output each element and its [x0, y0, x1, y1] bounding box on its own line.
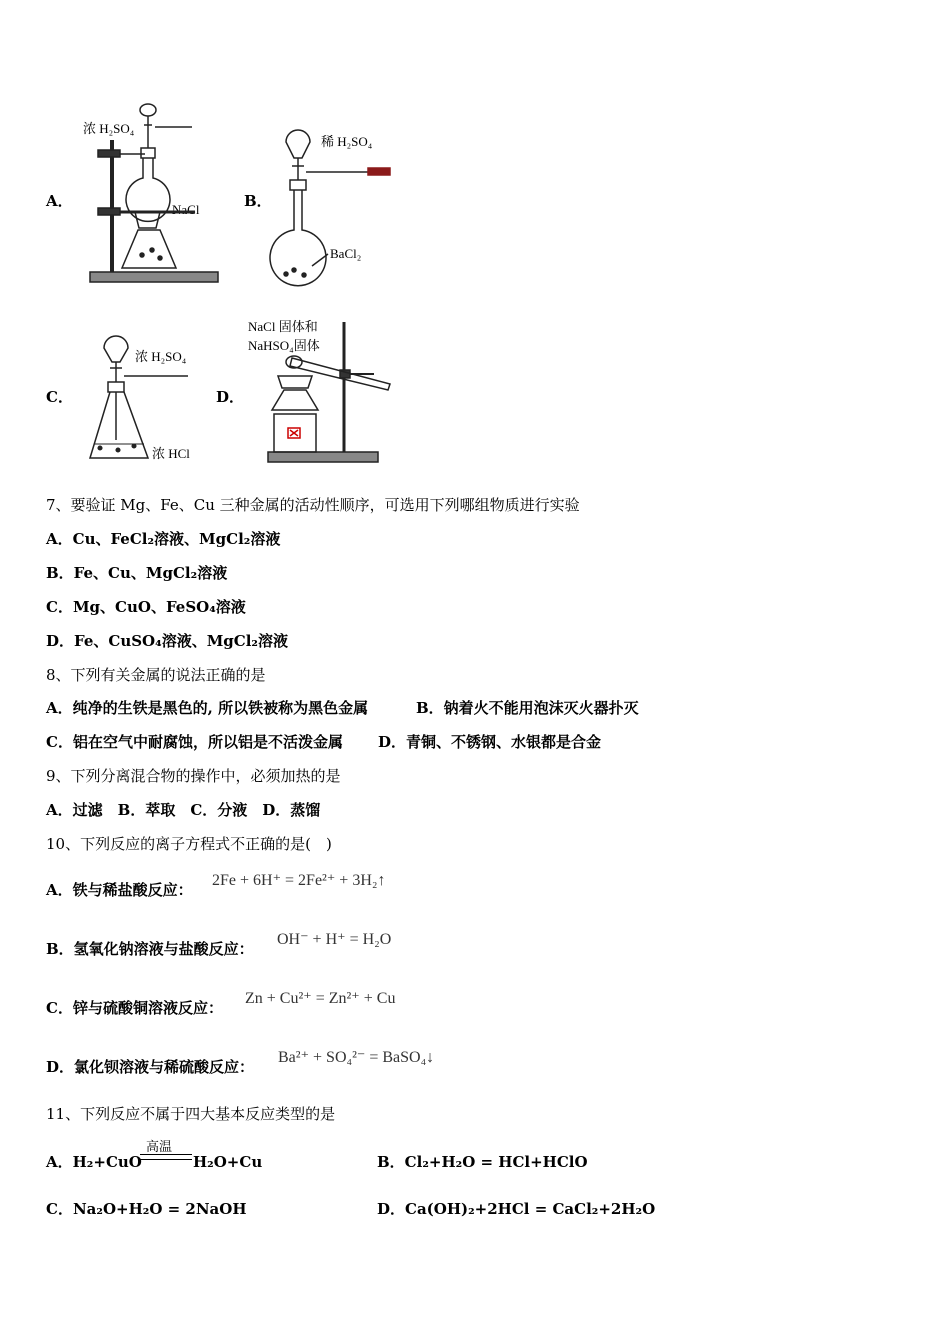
- q7-option-d: D．Fe、CuSO₄溶液、MgCl₂溶液: [46, 632, 288, 650]
- q8-option-b: B．钠着火不能用泡沫灭火器扑灭: [416, 699, 639, 717]
- apparatus-b-label-acid: 稀 H₂SO₄: [321, 134, 373, 149]
- q11-option-b: B．Cl₂+H₂O = HCl+HClO: [377, 1153, 588, 1171]
- q8-option-a: A．纯净的生铁是黑色的, 所以铁被称为黑色金属: [46, 699, 369, 717]
- q7-stem: 7、要验证 Mg、Fe、Cu 三种金属的活动性顺序，可选用下列哪组物质进行实验: [46, 496, 580, 514]
- q11-option-a-condition: 高温: [146, 1140, 173, 1155]
- apparatus-d-label-1: NaCl 固体和: [248, 319, 318, 334]
- q11-stem: 11、下列反应不属于四大基本反应类型的是: [46, 1105, 336, 1123]
- q10-option-b-equation: OH⁻ + H⁺ = H₂O: [277, 931, 392, 948]
- apparatus-b-label-salt: BaCl₂: [330, 246, 362, 261]
- q11-option-a-equals-bar: [140, 1154, 192, 1160]
- apparatus-c-letter: C．: [46, 388, 73, 406]
- apparatus-a-label-acid: 浓 H₂SO₄: [83, 121, 135, 136]
- apparatus-c-label-acid: 浓 H₂SO₄: [135, 349, 187, 364]
- q8-stem: 8、下列有关金属的说法正确的是: [46, 666, 266, 684]
- q10-option-a-label: A．铁与稀盐酸反应：: [46, 881, 193, 899]
- q8-option-d: D．青铜、不锈钢、水银都是合金: [378, 733, 602, 751]
- q11-option-d: D．Ca(OH)₂+2HCl = CaCl₂+2H₂O: [377, 1200, 656, 1218]
- q11-option-a-right: H₂O+Cu: [193, 1153, 263, 1171]
- apparatus-a-letter: A．: [46, 192, 73, 210]
- q11-option-a-left: A．H₂+CuO: [46, 1153, 142, 1171]
- q10-option-d-equation: Ba²⁺ + SO₄²⁻ = BaSO₄↓: [278, 1049, 435, 1066]
- apparatus-b-letter: B．: [244, 192, 272, 210]
- apparatus-d-letter: D．: [216, 388, 245, 406]
- q10-option-c-label: C．锌与硫酸铜溶液反应：: [46, 999, 223, 1017]
- q7-option-b: B．Fe、Cu、MgCl₂溶液: [46, 564, 228, 582]
- apparatus-c-diagram: [86, 332, 196, 464]
- q10-option-a-equation: 2Fe + 6H⁺ = 2Fe²⁺ + 3H₂↑: [212, 872, 386, 889]
- q11-option-c: C．Na₂O+H₂O = 2NaOH: [46, 1200, 247, 1218]
- q10-option-c-equation: Zn + Cu²⁺ = Zn²⁺ + Cu: [245, 990, 396, 1007]
- q10-option-b-label: B．氢氧化钠溶液与盐酸反应：: [46, 940, 254, 958]
- q9-stem: 9、下列分离混合物的操作中，必须加热的是: [46, 767, 341, 785]
- apparatus-c-label-acid-bottom: 浓 HCl: [152, 446, 190, 461]
- q8-option-c: C．铝在空气中耐腐蚀，所以铝是不活泼金属: [46, 733, 343, 751]
- q9-options: A．过滤 B．萃取 C．分液 D．蒸馏: [46, 801, 321, 819]
- q10-option-d-label: D．氯化钡溶液与稀硫酸反应：: [46, 1058, 255, 1076]
- apparatus-a-label-salt: NaCl: [172, 202, 200, 217]
- q7-option-c: C．Mg、CuO、FeSO₄溶液: [46, 598, 246, 616]
- apparatus-b-diagram: [268, 128, 398, 288]
- apparatus-a-diagram: [80, 100, 225, 290]
- q7-option-a: A．Cu、FeCl₂溶液、MgCl₂溶液: [46, 530, 281, 548]
- apparatus-d-diagram: [264, 318, 404, 468]
- apparatus-d-label-2: NaHSO₄固体: [248, 338, 320, 353]
- q10-stem: 10、下列反应的离子方程式不正确的是( ): [46, 835, 332, 853]
